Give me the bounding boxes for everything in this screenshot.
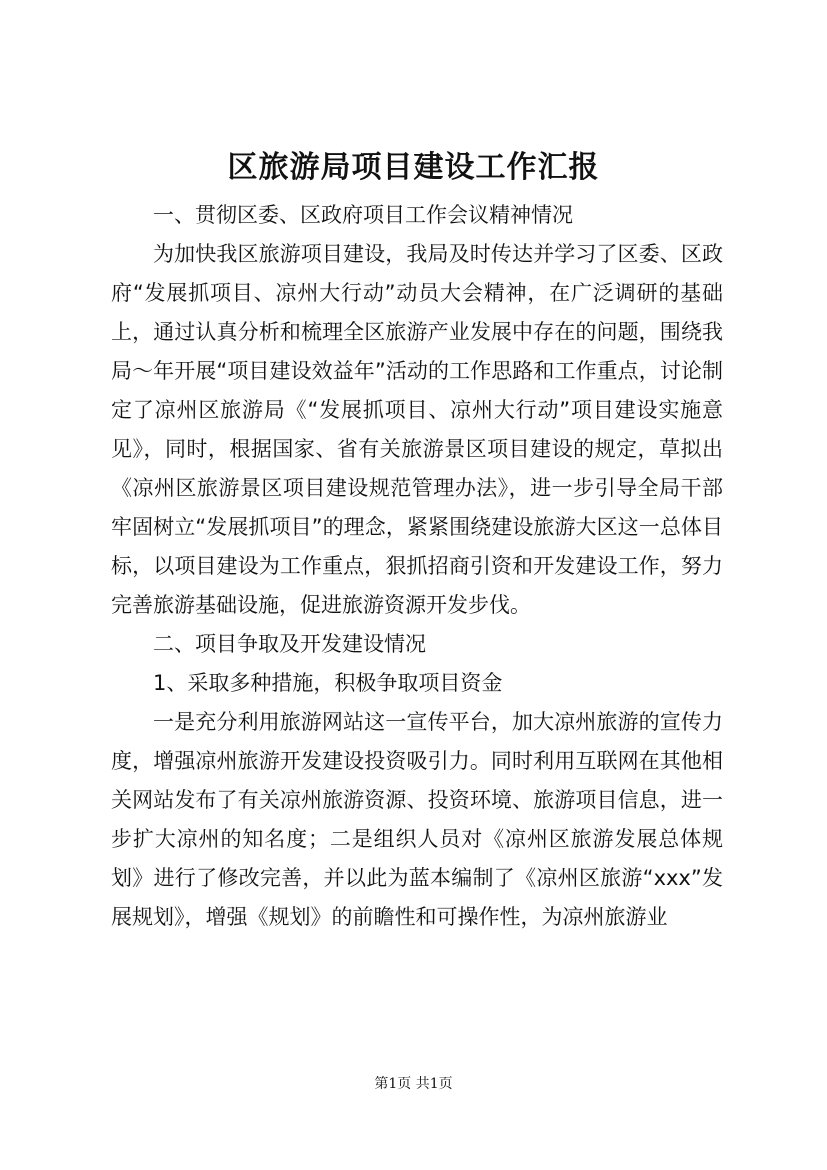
section-heading-1: 一、贯彻区委、区政府项目工作会议精神情况: [153, 203, 573, 227]
paragraph-2: 一是充分利用旅游网站这一宣传平台，加大凉州旅游的宣传力度，增强凉州旅游开发建设投资吸引力。同时利用互联网在其他相关网站发布了有关凉州旅游资源、投资环境、旅游项目信息，进一步扩大凉州的知名度；二是组织人员对《凉州区旅游发展总体规划》进行了修改完善，并以此为蓝本编制了《凉州区旅游“xxx”发展规划》，增强《规划》的前瞻性和可操作性，为凉州旅游业: [111, 710, 723, 929]
section-heading-2: 二、项目争取及开发建设情况: [153, 632, 426, 656]
document-title: 区旅游局项目建设工作汇报: [227, 150, 600, 185]
paragraph-1: 为加快我区旅游项目建设，我局及时传达并学习了区委、区政府“发展抓项目、凉州大行动”动员大会精神，在广泛调研的基础上，通过认真分析和梳理全区旅游产业发展中存在的问题，围绕我局～年开展“项目建设效益年”活动的工作思路和工作重点，讨论制定了凉州区旅游局《“发展抓项目、凉州大行动”项目建设实施意见》，同时，根据国家、省有关旅游景区项目建设的规定，草拟出《凉州区旅游景区项目建设规范管理办法》，进一步引导全局干部牢固树立“发展抓项目”的理念，紧紧围绕建设旅游大区这一总体目标，以项目建设为工作重点，狠抓招商引资和开发建设工作，努力完善旅游基础设施，促进旅游资源开发步伐。: [111, 242, 723, 617]
document-body: [111, 196, 723, 937]
page-number-footer: 第1页 共1页: [374, 1076, 453, 1092]
subsection-heading-1: 1、采取多种措施，积极争取项目资金: [153, 671, 503, 695]
